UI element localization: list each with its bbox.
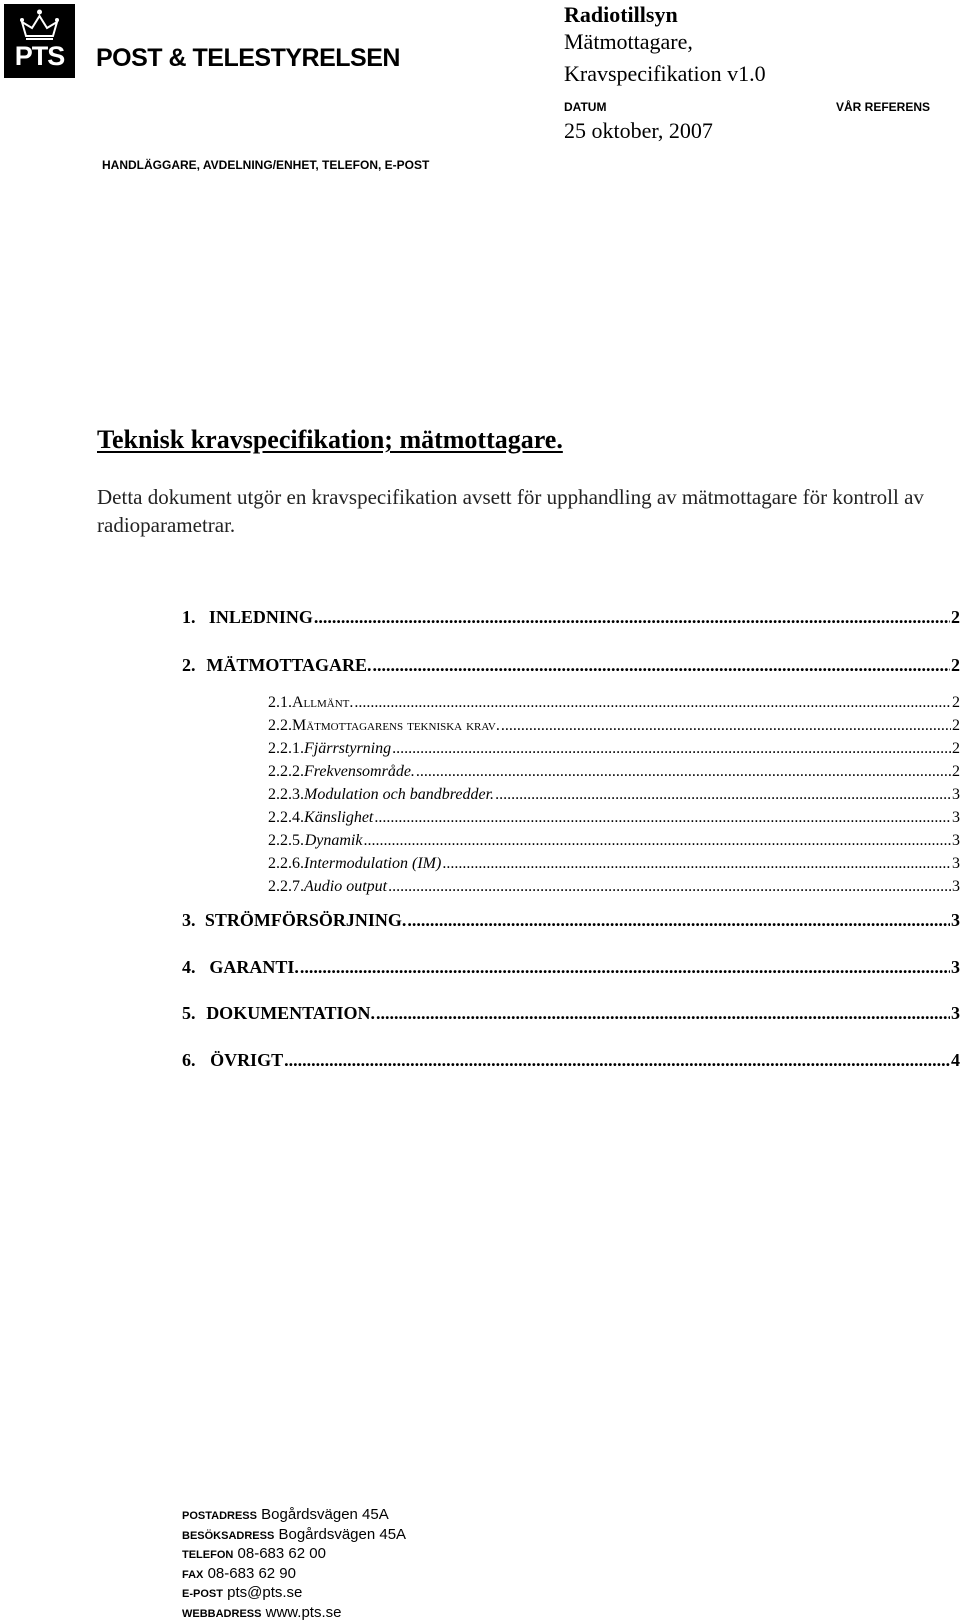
toc-label: Modulation och bandbredder. xyxy=(304,786,494,804)
toc-number: 2.2.6. xyxy=(268,855,304,873)
toc-number: 4. xyxy=(182,957,209,978)
email-value[interactable]: pts@pts.se xyxy=(227,1584,302,1601)
toc-leader xyxy=(300,957,950,978)
toc-entry-intermodulation[interactable] xyxy=(268,855,960,873)
toc-page: 2 xyxy=(951,655,960,676)
fax-label: FAX xyxy=(182,1569,203,1581)
date-value: 25 oktober, 2007 xyxy=(564,118,713,144)
department-name: Radiotillsyn xyxy=(564,2,678,28)
toc-leader xyxy=(314,607,950,628)
toc-number: 2. xyxy=(182,655,206,676)
toc-page: 2 xyxy=(952,763,960,781)
toc-page: 3 xyxy=(952,809,960,827)
footer-email xyxy=(182,1584,406,1604)
agency-wordmark: POST & TELESTYRELSEN xyxy=(96,44,400,73)
phone-value: 08-683 62 00 xyxy=(238,1545,326,1562)
email-label: E-POST xyxy=(182,1588,223,1600)
phone-label: TELEFON xyxy=(182,1549,233,1561)
toc-number: 5. xyxy=(182,1003,206,1024)
toc-entry-garanti[interactable] xyxy=(182,957,960,978)
toc-page: 3 xyxy=(952,878,960,896)
toc-page: 2 xyxy=(951,607,960,628)
toc-entry-allmant[interactable] xyxy=(268,694,960,712)
toc-number: 1. xyxy=(182,607,209,628)
toc-label: Känslighet xyxy=(304,809,373,827)
toc-entry-modulation[interactable] xyxy=(268,786,960,804)
toc-entry-frekvensomrade[interactable] xyxy=(268,763,960,781)
toc-leader xyxy=(374,809,951,827)
intro-paragraph: Detta dokument utgör en kravspecifikation avsett för upphandling av mätmottagare för kontroll av radioparametrar. xyxy=(97,483,937,539)
footer-phone xyxy=(182,1545,406,1565)
toc-label: Intermodulation (IM) xyxy=(304,855,441,873)
toc-label: Dynamik xyxy=(305,832,363,850)
toc-label: GARANTI. xyxy=(209,957,299,978)
footer-contact xyxy=(182,1506,406,1623)
toc-entry-stromforsorjning[interactable] xyxy=(182,910,960,931)
toc-label: ÖVRIGT xyxy=(210,1050,283,1071)
toc-page: 3 xyxy=(951,1003,960,1024)
toc-leader xyxy=(376,1003,950,1024)
reference-label: VÅR REFERENS xyxy=(836,100,930,114)
toc-leader xyxy=(354,694,951,712)
footer-web xyxy=(182,1604,406,1623)
logo-letters: PTS xyxy=(4,41,75,72)
toc-leader xyxy=(407,910,950,931)
toc-leader xyxy=(284,1050,950,1071)
toc-entry-dokumentation[interactable] xyxy=(182,1003,960,1024)
toc-page: 3 xyxy=(951,957,960,978)
postal-label: POSTADRESS xyxy=(182,1510,257,1522)
toc-label: DOKUMENTATION. xyxy=(206,1003,375,1024)
document-subtitle-line1: Mätmottagare, xyxy=(564,29,693,55)
fax-value: 08-683 62 90 xyxy=(208,1565,296,1582)
toc-number: 2.2.3. xyxy=(268,786,304,804)
toc-label: MÄTMOTTAGARE. xyxy=(206,655,371,676)
toc-leader xyxy=(392,740,951,758)
document-subtitle-line2: Kravspecifikation v1.0 xyxy=(564,61,766,87)
toc-leader xyxy=(442,855,951,873)
toc-number: 2.2.1. xyxy=(268,740,304,758)
toc-entry-ovrigt[interactable] xyxy=(182,1050,960,1071)
toc-label: INLEDNING xyxy=(209,607,313,628)
toc-number: 6. xyxy=(182,1050,210,1071)
toc-number: 3. xyxy=(182,910,205,931)
toc-entry-dynamik[interactable] xyxy=(268,832,960,850)
toc-page: 3 xyxy=(952,832,960,850)
toc-page: 3 xyxy=(952,786,960,804)
crown-icon xyxy=(4,4,75,44)
toc-page: 4 xyxy=(951,1050,960,1071)
toc-label: Fjärrstyrning xyxy=(304,740,391,758)
toc-number: 2.2.5. xyxy=(268,832,305,850)
toc-label: STRÖMFÖRSÖRJNING. xyxy=(205,910,407,931)
web-value[interactable]: www.pts.se xyxy=(266,1604,342,1621)
toc-number: 2.2.4. xyxy=(268,809,304,827)
toc-page: 2 xyxy=(952,740,960,758)
toc-leader xyxy=(501,717,951,735)
toc-leader xyxy=(388,878,951,896)
toc-label: Allmänt. xyxy=(292,694,353,712)
toc-leader xyxy=(363,832,951,850)
toc-leader xyxy=(373,655,950,676)
postal-value: Bogårdsvägen 45A xyxy=(261,1506,389,1523)
toc-page: 2 xyxy=(952,694,960,712)
document-title: Teknisk kravspecifikation; mätmottagare. xyxy=(97,425,563,455)
toc-entry-inledning[interactable] xyxy=(182,607,960,628)
pts-logo xyxy=(4,4,75,78)
toc-label: Mätmottagarens tekniska krav. xyxy=(292,717,500,735)
visit-label: BESÖKSADRESS xyxy=(182,1530,274,1542)
footer-visit xyxy=(182,1526,406,1546)
web-label: WEBBADRESS xyxy=(182,1608,261,1620)
footer-postal xyxy=(182,1506,406,1526)
toc-entry-matmottagare[interactable] xyxy=(182,655,960,676)
toc-entry-kanslighet[interactable] xyxy=(268,809,960,827)
toc-page: 3 xyxy=(951,910,960,931)
toc-entry-audio-output[interactable] xyxy=(268,878,960,896)
footer-fax xyxy=(182,1565,406,1585)
date-label: DATUM xyxy=(564,100,606,114)
toc-number: 2.2.2. xyxy=(268,763,304,781)
toc-entry-fjarrstyrning[interactable] xyxy=(268,740,960,758)
toc-page: 2 xyxy=(952,717,960,735)
toc-number: 2.2.7. xyxy=(268,878,304,896)
toc-entry-tekniska-krav[interactable] xyxy=(268,717,960,735)
toc-page: 3 xyxy=(952,855,960,873)
toc-leader xyxy=(495,786,951,804)
visit-value: Bogårdsvägen 45A xyxy=(278,1526,406,1543)
toc-label: Frekvensområde. xyxy=(304,763,415,781)
toc-label: Audio output xyxy=(304,878,387,896)
toc-number: 2.2. xyxy=(268,717,292,735)
toc-number: 2.1. xyxy=(268,694,292,712)
handler-label: HANDLÄGGARE, AVDELNING/ENHET, TELEFON, E-POST xyxy=(102,158,429,172)
toc-leader xyxy=(416,763,951,781)
